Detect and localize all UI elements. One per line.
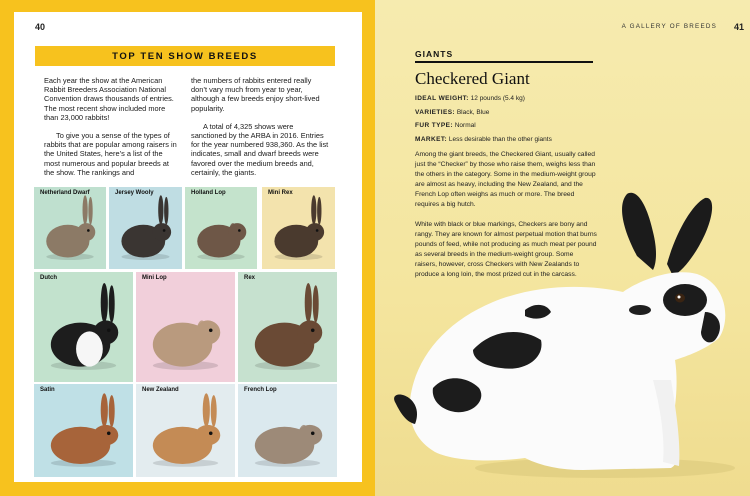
breed-label: Netherland Dwarf: [40, 190, 90, 196]
section-label: GIANTS: [415, 49, 454, 59]
fact-value: Black, Blue: [456, 109, 490, 116]
breed-description: [415, 150, 597, 290]
breed-label: Holland Lop: [191, 190, 226, 196]
breed-photo-netherland-dwarf: [34, 187, 106, 269]
col1-paragraph-2: To give you a sense of the types of rabbits that are popular among raisers in the United States, here’s a list of the most numerous and popular breeds at the show. The rankings and: [44, 131, 177, 177]
breed-title: Checkered Giant: [415, 69, 530, 88]
description-paragraph-2: White with black or blue markings, Checkers are bony and rangy. They are known for almost perpetual motion that burns pounds of feed, while not producing as much meat per pound as several breeds in the medium-weight group. Some raisers, however, cross Checkers with New Zealands to produce a long loin, the most prized cut in the carcass.: [415, 221, 597, 278]
rabbit-figure: [185, 187, 257, 269]
fact-label: FUR TYPE:: [415, 122, 453, 129]
breed-photo-rex: [238, 272, 337, 382]
col2-paragraph-1: the numbers of rabbits entered really don’t vary much from year to year, although a few breeds enjoy short-lived popularity.: [191, 76, 320, 113]
text-column-2: [191, 76, 329, 186]
col1-paragraph-1: Each year the show at the American Rabbit Breeders Association National Convention draws thousands of entries. The most recent show included more than 23,000 rabbits!: [44, 76, 174, 122]
right-page: [375, 0, 750, 496]
fact-label: IDEAL WEIGHT:: [415, 95, 469, 102]
right-page-number: 41: [733, 22, 744, 32]
breed-photo-new-zealand: [136, 384, 235, 477]
rabbit-figure: [34, 272, 133, 382]
rabbit-figure: [262, 187, 335, 269]
breed-label: French Lop: [244, 387, 277, 393]
breed-photo-french-lop: [238, 384, 337, 477]
breed-label: Rex: [244, 275, 256, 281]
breed-photo-jersey-wooly: [109, 187, 182, 269]
running-head: A GALLERY OF BREEDS: [621, 23, 717, 30]
text-column-1: [44, 76, 180, 186]
fact-label: VARIETIES:: [415, 109, 455, 116]
rabbit-figure: [238, 272, 337, 382]
fact-fur-type: [415, 122, 476, 129]
breed-photo-mini-lop: [136, 272, 235, 382]
breed-photo-dutch: [34, 272, 133, 382]
fact-market: [415, 136, 552, 143]
fact-ideal-weight: [415, 95, 525, 102]
rabbit-figure: [136, 384, 235, 477]
rabbit-figure: [238, 384, 337, 477]
section-banner: TOP TEN SHOW BREEDS: [35, 46, 335, 66]
rabbit-figure: [34, 187, 106, 269]
breed-label: Mini Lop: [142, 275, 167, 281]
breed-label: Jersey Wooly: [115, 190, 154, 196]
fact-value: 12 pounds (5.4 kg): [470, 95, 525, 102]
breed-label: Dutch: [40, 275, 57, 281]
fact-varieties: [415, 109, 489, 116]
breed-label: New Zealand: [142, 387, 179, 393]
breed-label: Mini Rex: [268, 190, 293, 196]
left-page-number: 40: [35, 22, 46, 32]
rabbit-figure: [136, 272, 235, 382]
rabbit-figure: [109, 187, 182, 269]
description-paragraph-1: Among the giant breeds, the Checkered Giant, usually called just the “Checker” by those who raise them, weighs less than the others in the category. Some in the medium-weight group are almost as heavy, including the New Zealand, and the French Lop often weighs as much or more. The breed requires a big hutch.: [415, 151, 596, 208]
fact-value: Normal: [454, 122, 476, 129]
breed-photo-mini-rex: [262, 187, 335, 269]
breed-label: Satin: [40, 387, 55, 393]
section-rule: [415, 61, 593, 63]
fact-value: Less desirable than the other giants: [448, 136, 552, 143]
breed-photo-satin: [34, 384, 133, 477]
col2-paragraph-2: A total of 4,325 shows were sanctioned by the ARBA in 2016. Entries for the year numbered 938,360. As the list indicates, small and dwarf breeds were favored over the medium breeds and, certainly, the giants.: [191, 121, 329, 177]
left-page-panel: [14, 12, 362, 482]
fact-label: MARKET:: [415, 136, 448, 143]
rabbit-figure: [34, 384, 133, 477]
breed-photo-holland-lop: [185, 187, 257, 269]
